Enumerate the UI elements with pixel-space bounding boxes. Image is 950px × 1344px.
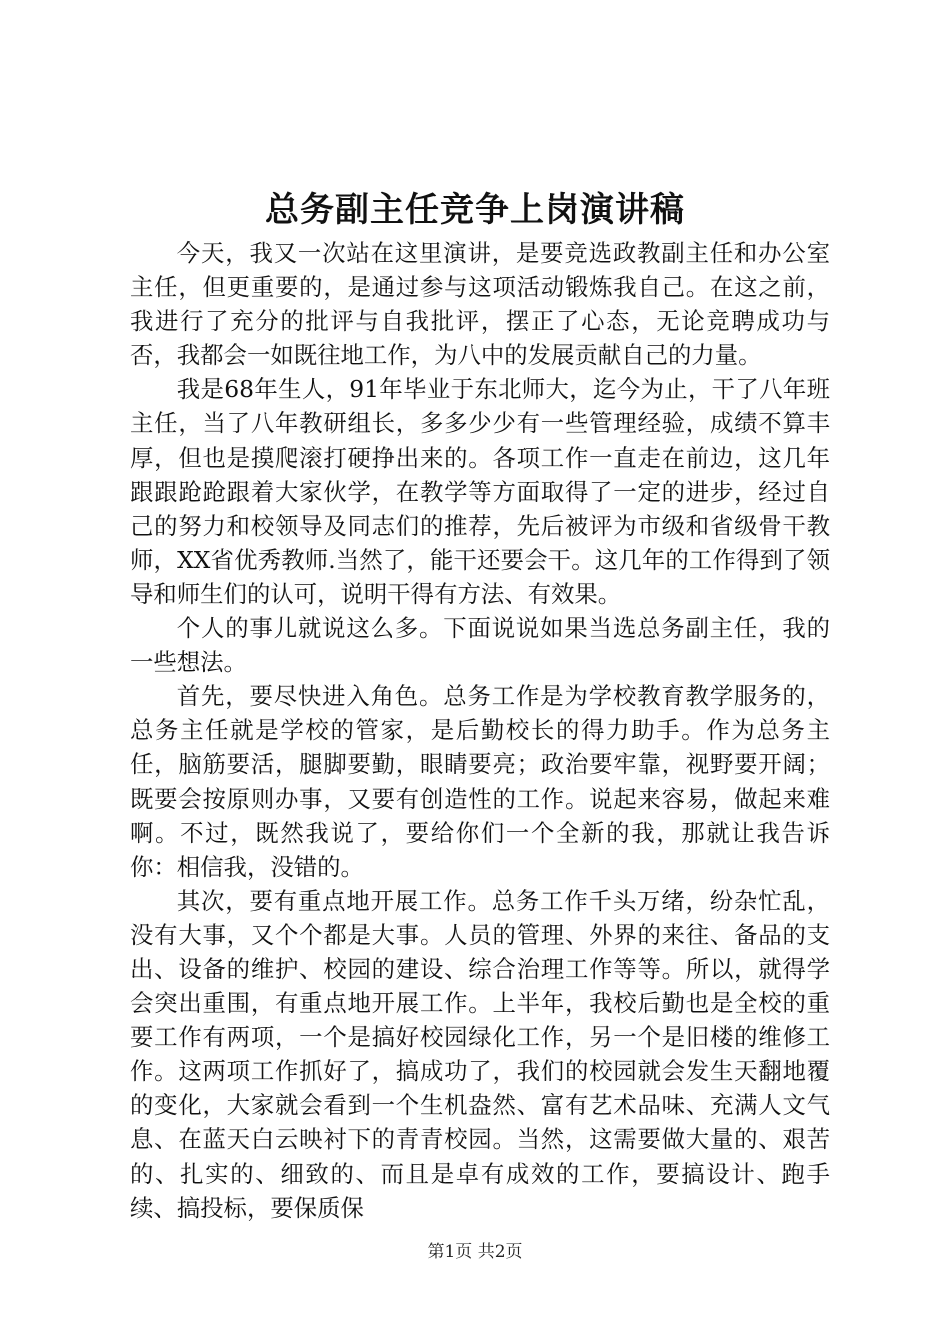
page-number-footer: 第1页 共2页 — [427, 1242, 523, 1262]
paragraph-3: 个人的事儿就说这么多。下面说说如果当选总务副主任，我的一些想法。 — [130, 614, 830, 677]
paragraph-1: 今天，我又一次站在这里演讲，是要竞选政教副主任和办公室主任，但更重要的，是通过参与这项活动锻炼我自己。在这之前，我进行了充分的批评与自我批评，摆正了心态，无论竞聘成功与否，我都会一如既往地工作，为八中的发展贡献自己的力量。 — [130, 239, 830, 370]
document-body — [130, 236, 830, 1225]
paragraph-2: 我是68年生人，91年毕业于东北师大，迄今为止，干了八年班主任，当了八年教研组长，多多少少有一些管理经验，成绩不算丰厚，但也是摸爬滚打硬挣出来的。各项工作一直走在前边，这几年跟跟跄跄跟着大家伙学，在教学等方面取得了一定的进步，经过自己的努力和校领导及同志们的推荐，先后被评为市级和省级骨干教师，XX省优秀教师.当然了，能干还要会干。这几年的工作得到了领导和师生们的认可，说明干得有方法、有效果。 — [130, 375, 830, 608]
document-title: 总务副主任竞争上岗演讲稿 — [265, 190, 685, 230]
paragraph-4: 首先，要尽快进入角色。总务工作是为学校教育教学服务的，总务主任就是学校的管家，是后勤校长的得力助手。作为总务主任，脑筋要活，腿脚要勤，眼睛要亮；政治要牢靠，视野要开阔；既要会按原则办事，又要有创造性的工作。说起来容易，做起来难啊。不过，既然我说了，要给你们一个全新的我，那就让我告诉你：相信我，没错的。 — [130, 682, 830, 881]
paragraph-5: 其次，要有重点地开展工作。总务工作千头万绪，纷杂忙乱，没有大事，又个个都是大事。人员的管理、外界的来往、备品的支出、设备的维护、校园的建设、综合治理工作等等。所以，就得学会突出重围，有重点地开展工作。上半年，我校后勤也是全校的重要工作有两项，一个是搞好校园绿化工作，另一个是旧楼的维修工作。这两项工作抓好了，搞成功了，我们的校园就会发生天翻地覆的变化，大家就会看到一个生机盎然、富有艺术品味、充满人文气息、在蓝天白云映衬下的青青校园。当然，这需要做大量的、艰苦的、扎实的、细致的、而且是卓有成效的工作，要搞设计、跑手续、搞投标，要保质保 — [130, 886, 830, 1222]
